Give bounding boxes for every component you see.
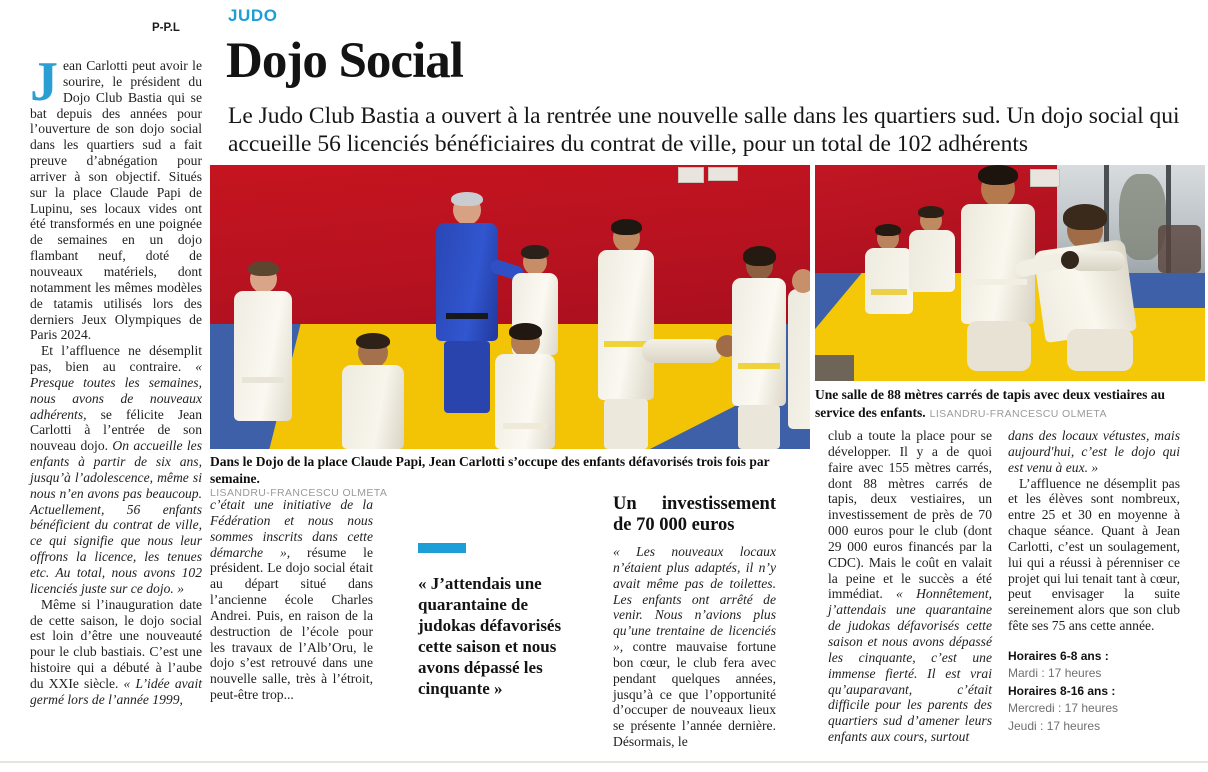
dark-floor-corner bbox=[815, 355, 854, 381]
instructor-hair bbox=[451, 192, 483, 206]
article-headline: Dojo Social bbox=[226, 33, 463, 89]
child-legs bbox=[967, 321, 1031, 371]
child-legs bbox=[738, 405, 780, 449]
paragraph-text: ean Carlotti peut avoir le sourire, le président du Dojo Club Bastia qui se bat depuis des années pour l’ouverture de son dojo social dans les quartiers sud a fait preuve d’abnégation pour arriver à son objectif. Situés sur la place Claude Papi de Lupinu, ses locaux vides ont été transformés en une poignée de semaines en un dojo flambant neuf, doté de nouveaux matériels, dont notamment les mêmes modèles de tatamis utilisés lors des derniers Jeux Olympiques de Paris 2024. bbox=[30, 58, 202, 343]
instructor-legs bbox=[444, 341, 490, 413]
photo-credit: LISANDRU-FRANCESCU OLMETA bbox=[210, 487, 388, 499]
child-gi bbox=[865, 248, 913, 314]
section-kicker: JUDO bbox=[228, 6, 278, 25]
judoka-child-figure bbox=[730, 251, 788, 449]
child-hair bbox=[743, 246, 776, 266]
main-photo bbox=[210, 165, 810, 449]
judoka-child-figure bbox=[338, 337, 408, 449]
instructor-black-belt bbox=[446, 313, 488, 319]
child-hair bbox=[875, 224, 901, 236]
paragraph: L’affluence ne désemplit pas et les élèves sont nombreux, entre 25 et 30 en moyenne à chaque séance. Quant à Jean Carlotti, c’est un soulagement, lui qui a réussi à pérenniser ce projet qui lui tenait tant à cœur, peut envisager la suite sereinement alors que son club fête ses 75 ans cette année. bbox=[1008, 475, 1180, 634]
child-gi bbox=[642, 339, 722, 363]
child-hair bbox=[978, 165, 1018, 185]
child-gi bbox=[909, 230, 955, 292]
paragraph: Et l’affluence ne désemplit pas, bien au contraire. « Presque toutes les semaines, nous avons de nouveaux adhérents, se félicite Jean Carlotti à l’entrée de son nouveau dojo. On accueille les enfants à partir de six ans, jusqu’à l’adolescence, même si nous n’en avons pas beaucoup. Actuellement, 56 enfants bénéficient du contrat de ville, ce qui signifie que nous leur offrons la licence, les tenues etc. Au total, nous avons 102 licenciés juste sur ce dojo. » bbox=[30, 343, 203, 596]
child-belt bbox=[503, 423, 547, 429]
child-hair bbox=[918, 206, 944, 218]
judoka-child-figure bbox=[788, 269, 810, 449]
section-subheading: Un investissement de 70 000 euros bbox=[613, 494, 776, 535]
child-head bbox=[1061, 251, 1079, 269]
judoka-child-figure bbox=[232, 265, 294, 449]
schedule-time: Mercredi : 17 heures bbox=[1008, 701, 1119, 716]
child-white-belt bbox=[969, 279, 1027, 285]
pull-quote-block bbox=[418, 543, 584, 699]
child-legs bbox=[1067, 329, 1133, 371]
child-hair bbox=[1063, 204, 1107, 230]
article-column-3 bbox=[613, 494, 776, 750]
paragraph: club a toute la place pour se développer. Il y a de quoi faire avec 155 mètres carrés, dont 88 mètres carrés de tapis, deux vestiaires, un investissement de près de 70 000 euros pour le club (dont 29 000 euros financés par la CDC). Mais le coût en valait la peine et le succès a été immédiat. « Honnêtement, j’attendais une quarantaine de judokas défavorisés cette saison et nous avons dépassé les cinquante, c’est une immense fierté. Il est vrai qu’auparavant, c’était difficile pour les parents des quartiers sud d’amener leurs enfants aux cours, surtout bbox=[828, 428, 992, 745]
paragraph: Même si l’inauguration date de cette saison, le dojo social est loin d’être une nouveauté pour le club bastiais. C’est une histoire qui a débuté à l’aube du XXIe siècle. « L’idée avait germé lors de l’année 1999, bbox=[30, 596, 202, 707]
child-hair bbox=[521, 245, 549, 259]
article-standfirst: Le Judo Club Bastia a ouvert à la rentrée une nouvelle salle dans les quartiers sud. Un dojo social qui accueille 56 licenciés bénéficiaires du contrat de ville, pour un total de 102 adhérents bbox=[228, 103, 1180, 157]
child-belt bbox=[242, 377, 284, 383]
child-gi bbox=[234, 291, 292, 421]
judoka-main-figure bbox=[1033, 211, 1143, 379]
schedule-heading: Horaires 8-16 ans : bbox=[1008, 683, 1116, 698]
schedule-time: Jeudi : 17 heures bbox=[1008, 718, 1101, 733]
child-gi bbox=[788, 289, 810, 429]
judoka-lying-figure bbox=[1061, 247, 1125, 273]
judoka-child-figure bbox=[907, 209, 957, 295]
article-column-4 bbox=[828, 428, 992, 745]
schedule-heading: Horaires 6-8 ans : bbox=[1008, 648, 1109, 663]
wall-poster bbox=[678, 167, 704, 183]
child-hair bbox=[356, 333, 390, 349]
child-head bbox=[792, 269, 810, 293]
child-hair bbox=[248, 261, 279, 276]
author-byline: P-P.L bbox=[152, 22, 180, 34]
child-gi bbox=[342, 365, 404, 449]
judoka-lying-figure bbox=[642, 333, 738, 367]
wall-poster bbox=[708, 167, 738, 181]
side-photo bbox=[815, 165, 1205, 381]
child-yellow-belt bbox=[871, 289, 907, 295]
paragraph: dans des locaux vétustes, mais aujourd'hui, c’est le dojo qui est venu à eux. » bbox=[1008, 428, 1180, 475]
paragraph: « Les nouveaux locaux n’étaient plus adaptés, il n’y avait même pas de toilettes. Les enfants ont arrêté de venir. Nous n’avions plus qu’une trentaine de licenciés », contre mauvaise fortune bon cœur, le club fera avec pendant quelques années, jusqu’à ce que l’opportunité d’occuper de nouveaux lieux se présente l’année dernière. Désormais, le bbox=[613, 544, 776, 750]
schedule-time: Mardi : 17 heures bbox=[1008, 666, 1102, 681]
pullquote-accent-bar bbox=[418, 543, 466, 553]
page-bottom-rule bbox=[0, 761, 1208, 763]
child-gi bbox=[732, 278, 786, 406]
window-car bbox=[1158, 225, 1201, 273]
child-yellow-belt bbox=[738, 363, 780, 369]
paragraph bbox=[30, 51, 202, 343]
article-column-5 bbox=[1008, 428, 1180, 735]
child-gi bbox=[598, 250, 654, 400]
drop-cap: J bbox=[30, 51, 58, 113]
article-column-2 bbox=[210, 497, 373, 703]
child-hair bbox=[509, 323, 542, 340]
paragraph: c’était une initiative de la Fédération et nous nous sommes inscrits dans cette démarche », résume le président. Le dojo social était au départ situé dans l’ancienne école Charles Andrei. Puis, en raison de la destruction de l’école pour les travaux de l’Alb’Oru, le dojo s’est retrouvé dans une nouvelle salle, très à l’étroit, peut-être trop... bbox=[210, 497, 373, 703]
caption-text: Dans le Dojo de la place Claude Papi, Jean Carlotti s’occupe des enfants défavorisés trois fois par semaine. bbox=[210, 454, 770, 486]
main-photo-caption bbox=[210, 453, 810, 499]
child-legs bbox=[604, 399, 648, 449]
child-gi bbox=[495, 354, 555, 449]
side-photo-caption bbox=[815, 386, 1203, 422]
article-column-1 bbox=[30, 51, 203, 708]
instructor-gi bbox=[436, 223, 498, 341]
photo-credit: LISANDRU-FRANCESCU OLMETA bbox=[929, 408, 1107, 420]
caption-text: Une salle de 88 mètres carrés de tapis avec deux vestiaires au service des enfants. bbox=[815, 387, 1166, 420]
judoka-child-figure bbox=[492, 327, 558, 449]
child-gi bbox=[1071, 251, 1125, 271]
child-hair bbox=[611, 219, 642, 235]
pull-quote-text: « J’attendais une quarantaine de judokas défavorisés cette saison et nous avons dépassé les cinquante » bbox=[418, 574, 562, 698]
schedule-block bbox=[1008, 648, 1180, 736]
